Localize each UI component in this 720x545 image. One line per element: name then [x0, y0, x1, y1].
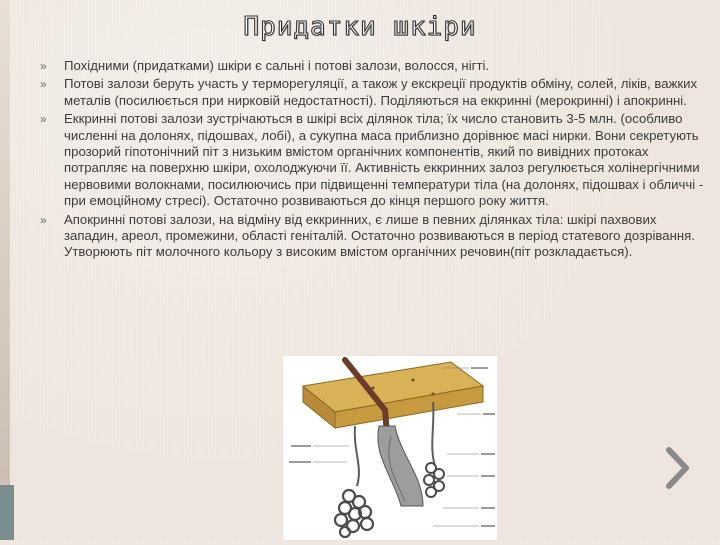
bullet-text: Похідними (придатками) шкіри є сальні і потові залози, волосся, нігті.: [64, 58, 490, 73]
sweat-gland-drawing: [283, 356, 497, 540]
bullet-item: [36, 212, 704, 261]
bullet-marker: »: [40, 77, 47, 92]
left-accent-bar: [0, 485, 14, 540]
sweat-gland-illustration: [283, 356, 497, 540]
bullet-text: Потові залози беруть участь у терморегуляції, а також у екскреції продуктів обміну, солей, ліків, важких металів (посилюється при нирковій недостатності). Поділяються на еккринні (мерокринні) і апокринні.: [64, 76, 698, 108]
bullet-item: [36, 76, 704, 109]
bullet-item: [36, 58, 704, 74]
bullet-text: Апокринні потові залози, на відміну від еккринних, є лише в певних ділянках тіла: шкірі пахвових западин, ареол, промежини, області геніталій. Остаточно розвиваються в період статевого дозрівання. Утворюють піт молочного кольору з високим вмістом органічних речовин(піт розкладається).: [64, 211, 695, 260]
next-slide-chevron-icon[interactable]: [664, 446, 694, 490]
bullet-marker: »: [40, 212, 47, 227]
bullet-item: [36, 111, 704, 209]
bullet-marker: »: [40, 59, 47, 73]
bullet-marker: »: [40, 112, 47, 127]
bullet-list: [36, 58, 704, 263]
chevron-right-icon: [664, 446, 694, 490]
slide-title: Придатки шкіри: [243, 12, 477, 42]
left-edge-bar: [0, 0, 10, 540]
bullet-text: Еккринні потові залози зустрічаються в шкірі всіх ділянок тіла; їх число становить 3-5 млн. (особливо численні на долонях, підошвах, лобі), а сукупна маса приблизно дорівнює масі нирки. Вони секретують прозорий гіпотонічний піт з низьким вмістом органічних компонентів, який по вивідних протоках потрапляє на поверхню шкіри, охолоджуючи її. Активність еккринних залоз регулюється холінергічними нервовими волокнами, посилюючись при підвищенні температури тіла (на долонях, підошвах і обличчі - при емоційному стресі). Остаточно розвиваються до кінця першого року життя.: [64, 111, 704, 209]
